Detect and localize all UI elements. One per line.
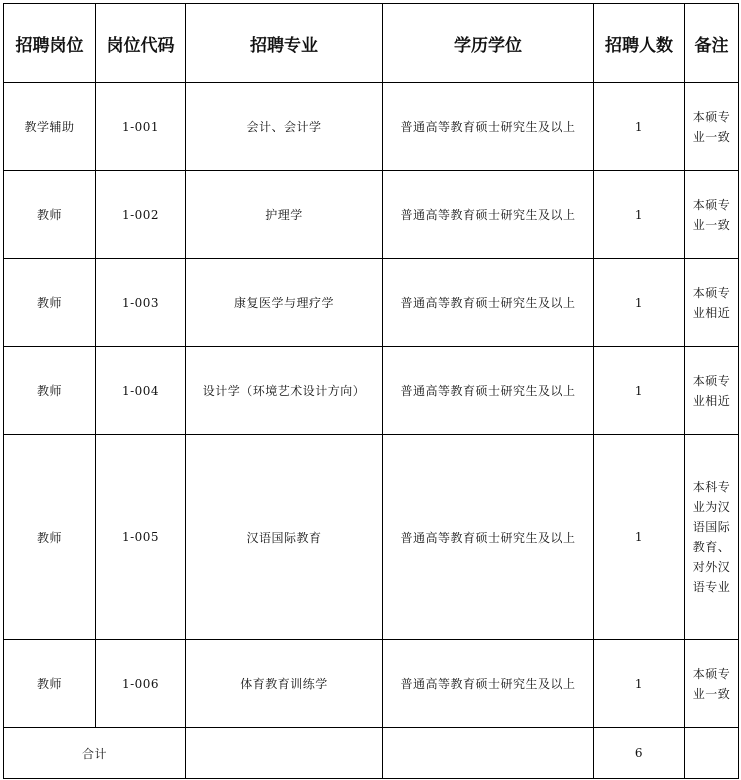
degree-cell: 普通高等教育硕士研究生及以上 [383,83,594,171]
major-cell: 康复医学与理疗学 [186,259,383,347]
note-cell: 本硕专业一致 [685,171,739,259]
degree-cell: 普通高等教育硕士研究生及以上 [383,171,594,259]
major-cell: 设计学（环境艺术设计方向） [186,347,383,435]
post-cell: 教师 [4,259,96,347]
table-row [4,640,739,728]
header-post: 招聘岗位 [4,4,96,83]
count-cell: 1 [594,347,685,435]
major-cell: 会计、会计学 [186,83,383,171]
post-cell: 教师 [4,347,96,435]
code-cell: 1-001 [96,83,186,171]
table-row [4,171,739,259]
count-cell: 1 [594,435,685,640]
note-cell: 本科专业为汉语国际教育、对外汉语专业 [685,435,739,640]
header-count: 招聘人数 [594,4,685,83]
total-degree-empty [383,728,594,779]
total-count: 6 [594,728,685,779]
count-cell: 1 [594,259,685,347]
total-row [4,728,739,779]
table-row [4,435,739,640]
post-cell: 教师 [4,640,96,728]
major-cell: 体育教育训练学 [186,640,383,728]
table-row [4,83,739,171]
major-cell: 护理学 [186,171,383,259]
note-cell: 本硕专业一致 [685,640,739,728]
total-note-empty [685,728,739,779]
note-cell: 本硕专业相近 [685,347,739,435]
total-major-empty [186,728,383,779]
degree-cell: 普通高等教育硕士研究生及以上 [383,347,594,435]
total-label: 合计 [4,728,186,779]
degree-cell: 普通高等教育硕士研究生及以上 [383,640,594,728]
code-cell: 1-005 [96,435,186,640]
header-row [4,4,739,83]
post-cell: 教师 [4,171,96,259]
degree-cell: 普通高等教育硕士研究生及以上 [383,435,594,640]
recruitment-table [3,3,739,779]
code-cell: 1-002 [96,171,186,259]
post-cell: 教学辅助 [4,83,96,171]
table-row [4,347,739,435]
header-note: 备注 [685,4,739,83]
count-cell: 1 [594,640,685,728]
header-major: 招聘专业 [186,4,383,83]
note-cell: 本硕专业相近 [685,259,739,347]
note-cell: 本硕专业一致 [685,83,739,171]
count-cell: 1 [594,171,685,259]
code-cell: 1-006 [96,640,186,728]
code-cell: 1-003 [96,259,186,347]
major-cell: 汉语国际教育 [186,435,383,640]
count-cell: 1 [594,83,685,171]
header-code: 岗位代码 [96,4,186,83]
header-degree: 学历学位 [383,4,594,83]
table-row [4,259,739,347]
code-cell: 1-004 [96,347,186,435]
degree-cell: 普通高等教育硕士研究生及以上 [383,259,594,347]
post-cell: 教师 [4,435,96,640]
